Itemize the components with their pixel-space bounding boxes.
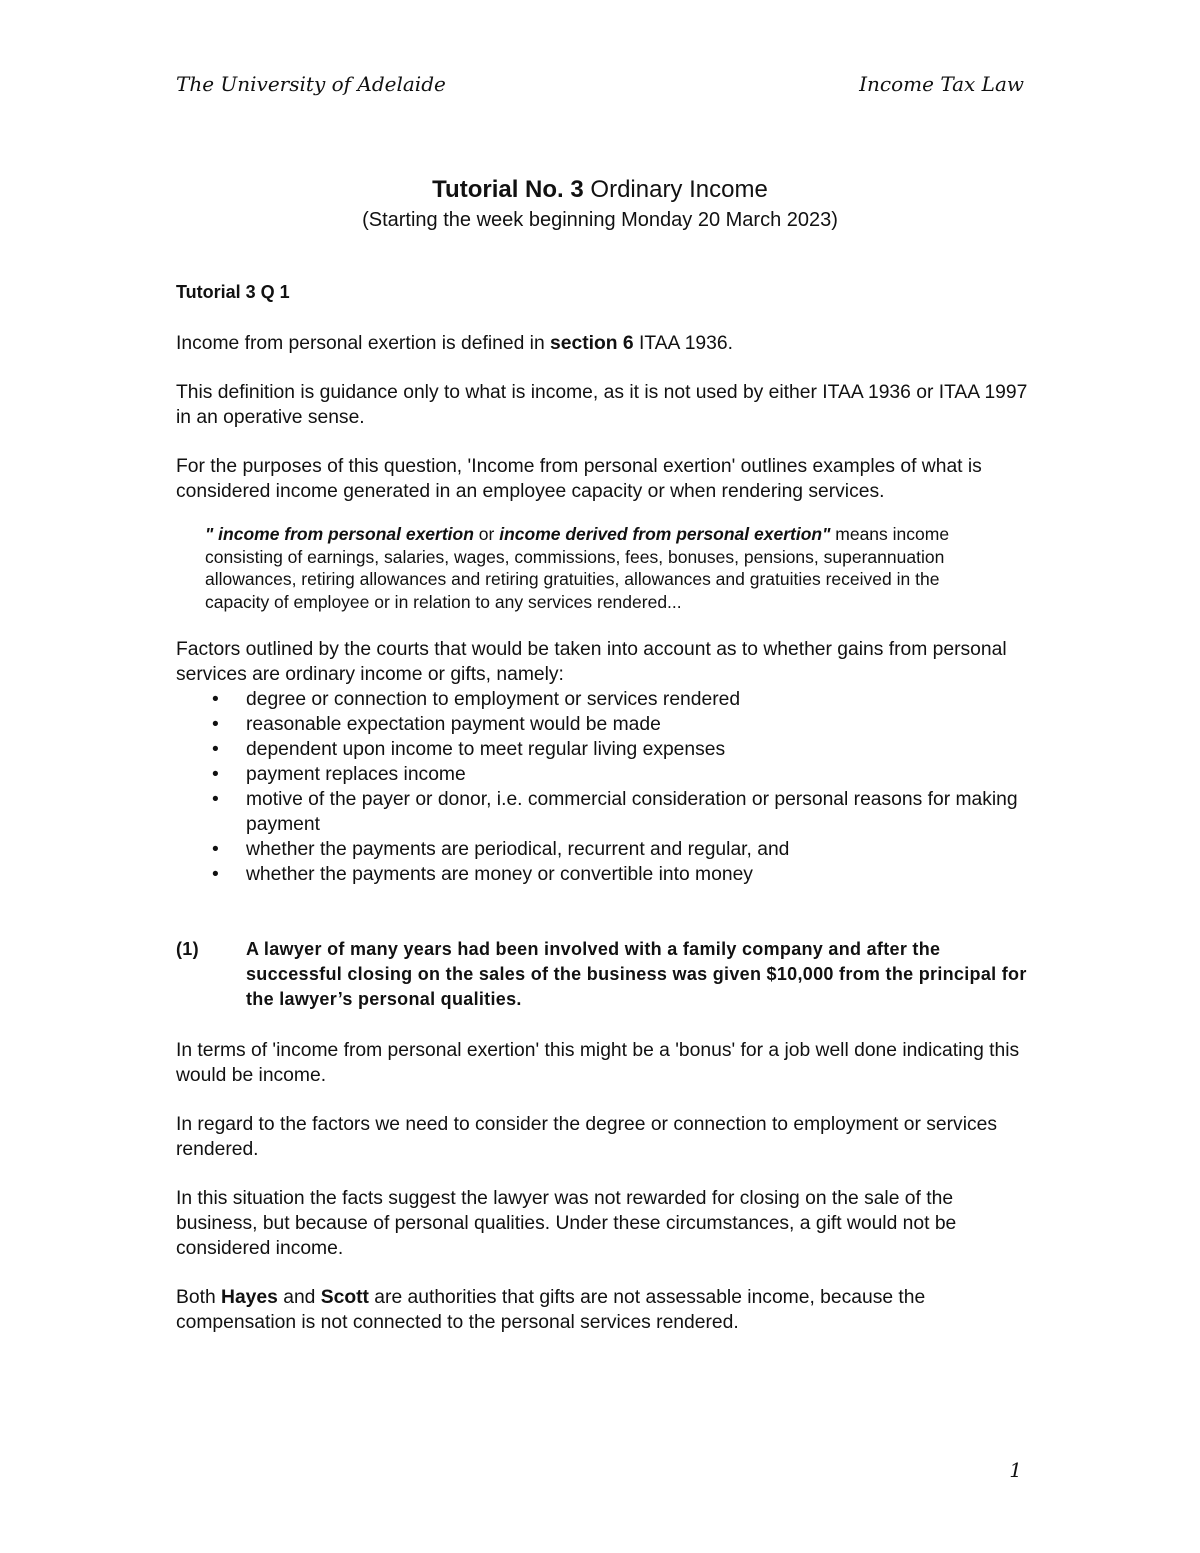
authorities-pre: Both xyxy=(176,1287,222,1308)
factors-list xyxy=(176,687,1036,887)
answer-paragraph-authorities xyxy=(176,1285,1036,1335)
factor-text: payment replaces income xyxy=(246,764,466,785)
header-course: Income Tax Law xyxy=(859,72,1024,96)
factor-text: whether the payments are periodical, recurrent and regular, and xyxy=(246,839,790,860)
quote-term-2: income derived from personal exertion" xyxy=(499,524,831,544)
paragraph-definition-post: ITAA 1936. xyxy=(633,333,733,354)
bullet-icon: • xyxy=(212,714,219,735)
question-text: A lawyer of many years had been involved with a family company and after the successful closing on the sales of the business was given $10,000 from the principal for the lawyer’s personal qualities. xyxy=(246,939,1027,1009)
quote-connector: or xyxy=(473,524,500,544)
section-6-ref: section 6 xyxy=(550,333,634,354)
list-item xyxy=(176,737,1036,762)
title-rest: Ordinary Income xyxy=(583,176,768,203)
statutory-quote xyxy=(205,523,1005,613)
list-item xyxy=(176,712,1036,737)
factors-intro: Factors outlined by the courts that would be taken into account as to whether gains from personal services are ordinary income or gifts, namely: xyxy=(176,639,1007,685)
bullet-icon: • xyxy=(212,689,219,710)
document-body xyxy=(176,280,1036,1335)
paragraph-purposes: For the purposes of this question, 'Income from personal exertion' outlines examples of what is considered income generated in an employee capacity or when rendering services. xyxy=(176,456,982,502)
title-bold: Tutorial No. 3 xyxy=(432,176,584,203)
title-block xyxy=(0,174,1200,234)
case-hayes: Hayes xyxy=(221,1287,278,1308)
list-item xyxy=(176,862,1036,887)
factor-text: degree or connection to employment or services rendered xyxy=(246,689,741,710)
answer-paragraph-bonus: In terms of 'income from personal exertion' this might be a 'bonus' for a job well done indicating this would be income. xyxy=(176,1040,1020,1086)
authorities-mid: and xyxy=(277,1287,321,1308)
bullet-icon: • xyxy=(212,739,219,760)
paragraph-definition xyxy=(176,331,1036,356)
quote-term-1: " income from personal exertion xyxy=(205,524,474,544)
list-item xyxy=(176,837,1036,862)
factor-text: dependent upon income to meet regular living expenses xyxy=(246,739,726,760)
quote-body: means income consisting of earnings, salaries, wages, commissions, fees, bonuses, pensions, superannuation allowances, retiring allowances and retiring gratuities, allowances and gratuities received in the capacity of employee or in relation to any services rendered... xyxy=(205,524,950,612)
page-title xyxy=(0,174,1200,206)
list-item xyxy=(176,687,1036,712)
bullet-icon: • xyxy=(212,864,219,885)
page-subtitle: (Starting the week beginning Monday 20 March 2023) xyxy=(362,209,838,231)
bullet-icon: • xyxy=(212,789,219,810)
factor-text: whether the payments are money or convertible into money xyxy=(246,864,753,885)
paragraph-guidance: This definition is guidance only to what is income, as it is not used by either ITAA 1936 or ITAA 1997 in an operative sense. xyxy=(176,382,1028,428)
case-scott: Scott xyxy=(320,1287,369,1308)
section-heading: Tutorial 3 Q 1 xyxy=(176,282,290,302)
factor-text: reasonable expectation payment would be made xyxy=(246,714,661,735)
authorities-post: are authorities that gifts are not assessable income, because the compensation is not connected to the personal services rendered. xyxy=(176,1287,926,1333)
factor-text: motive of the payer or donor, i.e. commercial consideration or personal reasons for making payment xyxy=(246,789,1018,835)
page-number: 1 xyxy=(1009,1458,1022,1482)
header-institution: The University of Adelaide xyxy=(176,72,446,96)
answer-paragraph-factors: In regard to the factors we need to consider the degree or connection to employment or services rendered. xyxy=(176,1114,997,1160)
question-1 xyxy=(176,937,1036,1012)
question-number: (1) xyxy=(176,939,199,959)
list-item xyxy=(176,787,1036,837)
bullet-icon: • xyxy=(212,764,219,785)
bullet-icon: • xyxy=(212,839,219,860)
answer-paragraph-situation: In this situation the facts suggest the lawyer was not rewarded for closing on the sale of the business, but because of personal qualities. Under these circumstances, a gift would not be considered income. xyxy=(176,1188,957,1259)
list-item xyxy=(176,762,1036,787)
paragraph-definition-pre: Income from personal exertion is defined in xyxy=(176,333,551,354)
